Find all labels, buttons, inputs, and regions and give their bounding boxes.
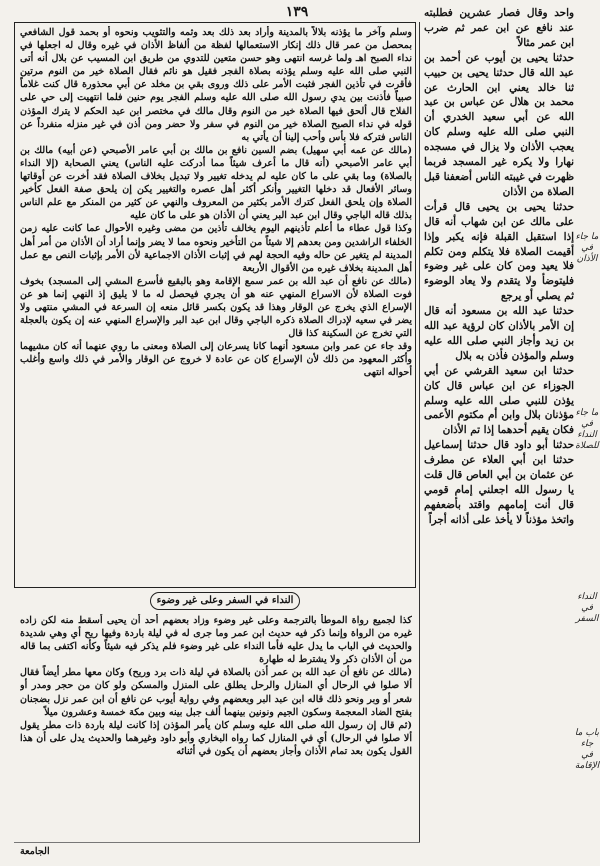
- side-paragraph: واحد وقال فصار عشرين فطلبته عند نافع عن ابن عمر ثم ضرب ابن عمر مثالاً: [424, 7, 574, 49]
- margin-note: ما جاء في النداء للصلاة: [575, 408, 599, 451]
- commentary-paragraph: (ثم قال إن رسول الله صلى الله عليه وسلم كان يأمر المؤذن إذا كانت ليلة باردة ذات مطر يقول ألا صلوا في الرحال) أي في المنازل كما رواه البخاري وأبو داود وغيرهما والحديث يدل على أن هذا القول يكون بعد تمام الأذان وأجاز بعضهم أن يكون في أثنائه: [20, 719, 412, 757]
- margin-note: باب ما جاء في الإقامة: [574, 728, 600, 771]
- commentary-paragraph: وكذا قول عطاء ما أعلم تأذينهم اليوم يخالف تأذين من مضى وغيره الأحوال عما كانت عليه زمن الخلفاء الراشدين ومن بعدهم إلا شيئاً من التأخير ونحوه مما لا يضر وإنما أراد أن الأذان من أمر أهل المدينة لم يتغير عن حاله وفيه الحجة لهم في إثبات الأذان الاجماعية لأن الأمر بإثبات النص مع عمل أهل المدينة بخلاف غيره من الأقوال الأربعة: [20, 223, 412, 274]
- commentary-paragraph: (مالك عن نافع أن عبد الله بن عمر سمع الإقامة وهو بالبقيع فأسرع المشي إلى المسجد) بخوف فوت الصلاة لأن الاسراع المنهي عنه هو أن يجري فيحصل له ما لا يليق إذ النهي إنما هو عن الإسراع الذي يخرج عن الوقار وهذا قد يكون بكسر قائل منعه إن السرعة في المشي منتهى ولا يضر في سعيه لإدراك الصلاة ذكره الباجي وقال ابن عبد البر والإسراع المنهي عنه إن يكون بالعجلة التي تخرج عن السكينة كذا قال: [20, 275, 412, 340]
- side-column-text: [424, 6, 574, 842]
- side-paragraph: حدثنا أبو داود قال حدثنا إسماعيل حدثنا ابن أبي العلاء عن مطرف عن عثمان بن أبي العاص قال قلت يا رسول الله اجعلني إمام قومي قال أنت إمامهم واقتد بأضعفهم واتخذ مؤذناً لا يأخذ على أذانه أجراً: [424, 439, 574, 526]
- main-commentary: [20, 26, 412, 586]
- chapter-title: النداء في السفر وعلى غير وضوء: [150, 592, 300, 610]
- page-number: ١٣٩: [285, 4, 309, 20]
- footer-signature: الجامعة: [20, 846, 50, 857]
- commentary-paragraph: (مالك عن نافع أن عبد الله بن عمر أذن بالصلاة في ليلة ذات برد وريح) وكان معها مطر أيضاً فقال ألا صلوا في الرحال أي المنازل والرحل يطلق على المنزل والمسكن ولو كان من حجر ومدر أو شعر أو وبر ونحو ذلك قاله ابن عبد البر وبعضهم وفي رواية أيوب عن نافع أن ابن عمر نزل بضجنان بفتح الضاد المعجمة وسكون الجيم ونونين بينهما ألف جبل بينه وبين مكة خمسة وعشرون ميلاً: [20, 667, 412, 718]
- column-divider: [419, 22, 420, 842]
- footer-rule: [14, 842, 420, 843]
- side-paragraph: حدثنا يحيى بن يحيى قال قرأت على مالك عن ابن شهاب أنه قال إذا استقبل القبلة فإنه يكبر وإذا أقيمت الصلاة فلا يتكلم ومن تكلم فلا يعيد ومن كان على غير وضوء فليتوضأ ولا يتقدم ولا يعاد الوضوء ثم يصلي أو يرجع: [424, 200, 574, 303]
- commentary-paragraph: كذا لجميع رواة الموطأ بالترجمة وعلى غير وضوء وزاد بعضهم أحد أن يحيى أسقط منه لكن زاده غيره من الرواة وإنما ذكر فيه حديث ابن عمر وما جرى له في ليلة باردة وفيها ريح أي وهي شديدة والحديث في الباب ما يدل عليه فأما النداء على غير وضوء فلم يذكر فيه شيئاً وكأنه اكتفى بما قاله من أن الأذان ذكر ولا يشترط له طهارة: [20, 615, 412, 666]
- side-paragraph: حدثنا عبد الله بن مسعود أنه قال إن الأمر بالأذان كان لرؤية عبد الله بن زيد وأجاز النبي صلى الله عليه وسلم والمؤذن فأذن به بلال: [424, 305, 574, 362]
- side-paragraph: حدثنا ابن سعيد القرشي عن أبي الجوزاء عن ابن عباس قال كان يؤذن للنبي صلى الله عليه وسلم مؤذنان بلال وابن أم مكتوم الأعمى فكان يقيم أحدهما إذا تم الأذان: [424, 364, 574, 437]
- margin-note: النداء في السفر: [575, 592, 599, 624]
- lower-commentary: [20, 614, 412, 836]
- margin-note: ما جاء في الأذان: [575, 232, 599, 264]
- commentary-paragraph: وسلم وآخر ما يؤذنه بلالاً بالمدينة وأراد بعد ذلك بعد وثمه والتثويب ونحوه أو بحمد قول الشافعي بمحصل من عمر قال ذلك إنكار الاستعمالها لفظة من ألفاظ الأذان في غيره وقال له اجعلها في نداء الصبح اهـ ولما غرسه انتهى وهو حسن متعين للتدوي من طريق ابن المسيب عن بلال أنه أتى النبي صلى الله عليه وسلم يؤذنه بصلاة الفجر فقيل هو نائم فقال الصلاة خير من النوم مرتين فأقرت في تأذين الفجر فثبت الأمر على ذلك وروى بقي بن مخلد عن أبي محذورة قال كنت غلاماً صبياً فأذنت بين يدي رسول الله صلى الله عليه وسلم الفجر يوم حنين فلما انتهيت إلى حي على الفلاح قال ألحق فيها الصلاة خير من النوم وقال مالك في مختصر ابن عبد الحكم لا يترك المؤذن قوله في نداء الصبح الصلاة خير من النوم في سفر ولا حضر ومن أذن في غير منزله منفرداً عن الناس فتركه فلا بأس وأحب إلينا أن يأتي به: [20, 27, 412, 143]
- commentary-paragraph: (مالك عن عمه أبي سهيل) بضم السين نافع بن مالك بن أبي عامر الأصبحي (عن أبيه) مالك بن أبي عامر الأصبحي (أنه قال ما أعرف شيئاً مما أدركت عليه الناس) يعني الصحابة (إلا النداء بالصلاة) وما بقي على ما كان عليه لم يدخله تغيير ولا تبديل بخلاف الصلاة فقد أخرت عن أوقاتها وسائر الأفعال قد دخلها التغيير وأنكر أكثر أهل عصره والتغيير يكن إن يلحق صفة الفعل كأخير الصلاة وإن يلحق الفعل كترك الأمر بكثير من المعروف والنهي عن كثير من المنكر مع علم الناس بذلك قاله الباجي وقال ابن عبد البر يعني أن الأذان هو على ما كان عليه: [20, 144, 412, 222]
- commentary-paragraph: وقد جاء عن عمر وابن مسعود أنهما كانا يسرعان إلى الصلاة ومعنى ما روي عنهما أنه كان مشيهما وأكثر المعهود من ذلك لأن الإسراع كان عن عادة لا خروج عن الوقار والأمر في ذلك واسع وأغلب أحواله انتهى: [20, 341, 412, 379]
- side-paragraph: حدثنا يحيى بن أيوب عن أحمد بن عبد الله قال حدثنا يحيى بن حبيب ثنا خالد يعني ابن الحارث عن محمد بن هلال عن عباس بن عبد الله عن أبي سعيد الخدري أن النبي صلى الله عليه وسلم كان يعجب الأذان ولا يزال في مسجده نهارا ولا يكره غير المسجد فربما ظهرت في غيبته الناس أضعفنا قبل الصلاة من الأذان: [424, 51, 574, 198]
